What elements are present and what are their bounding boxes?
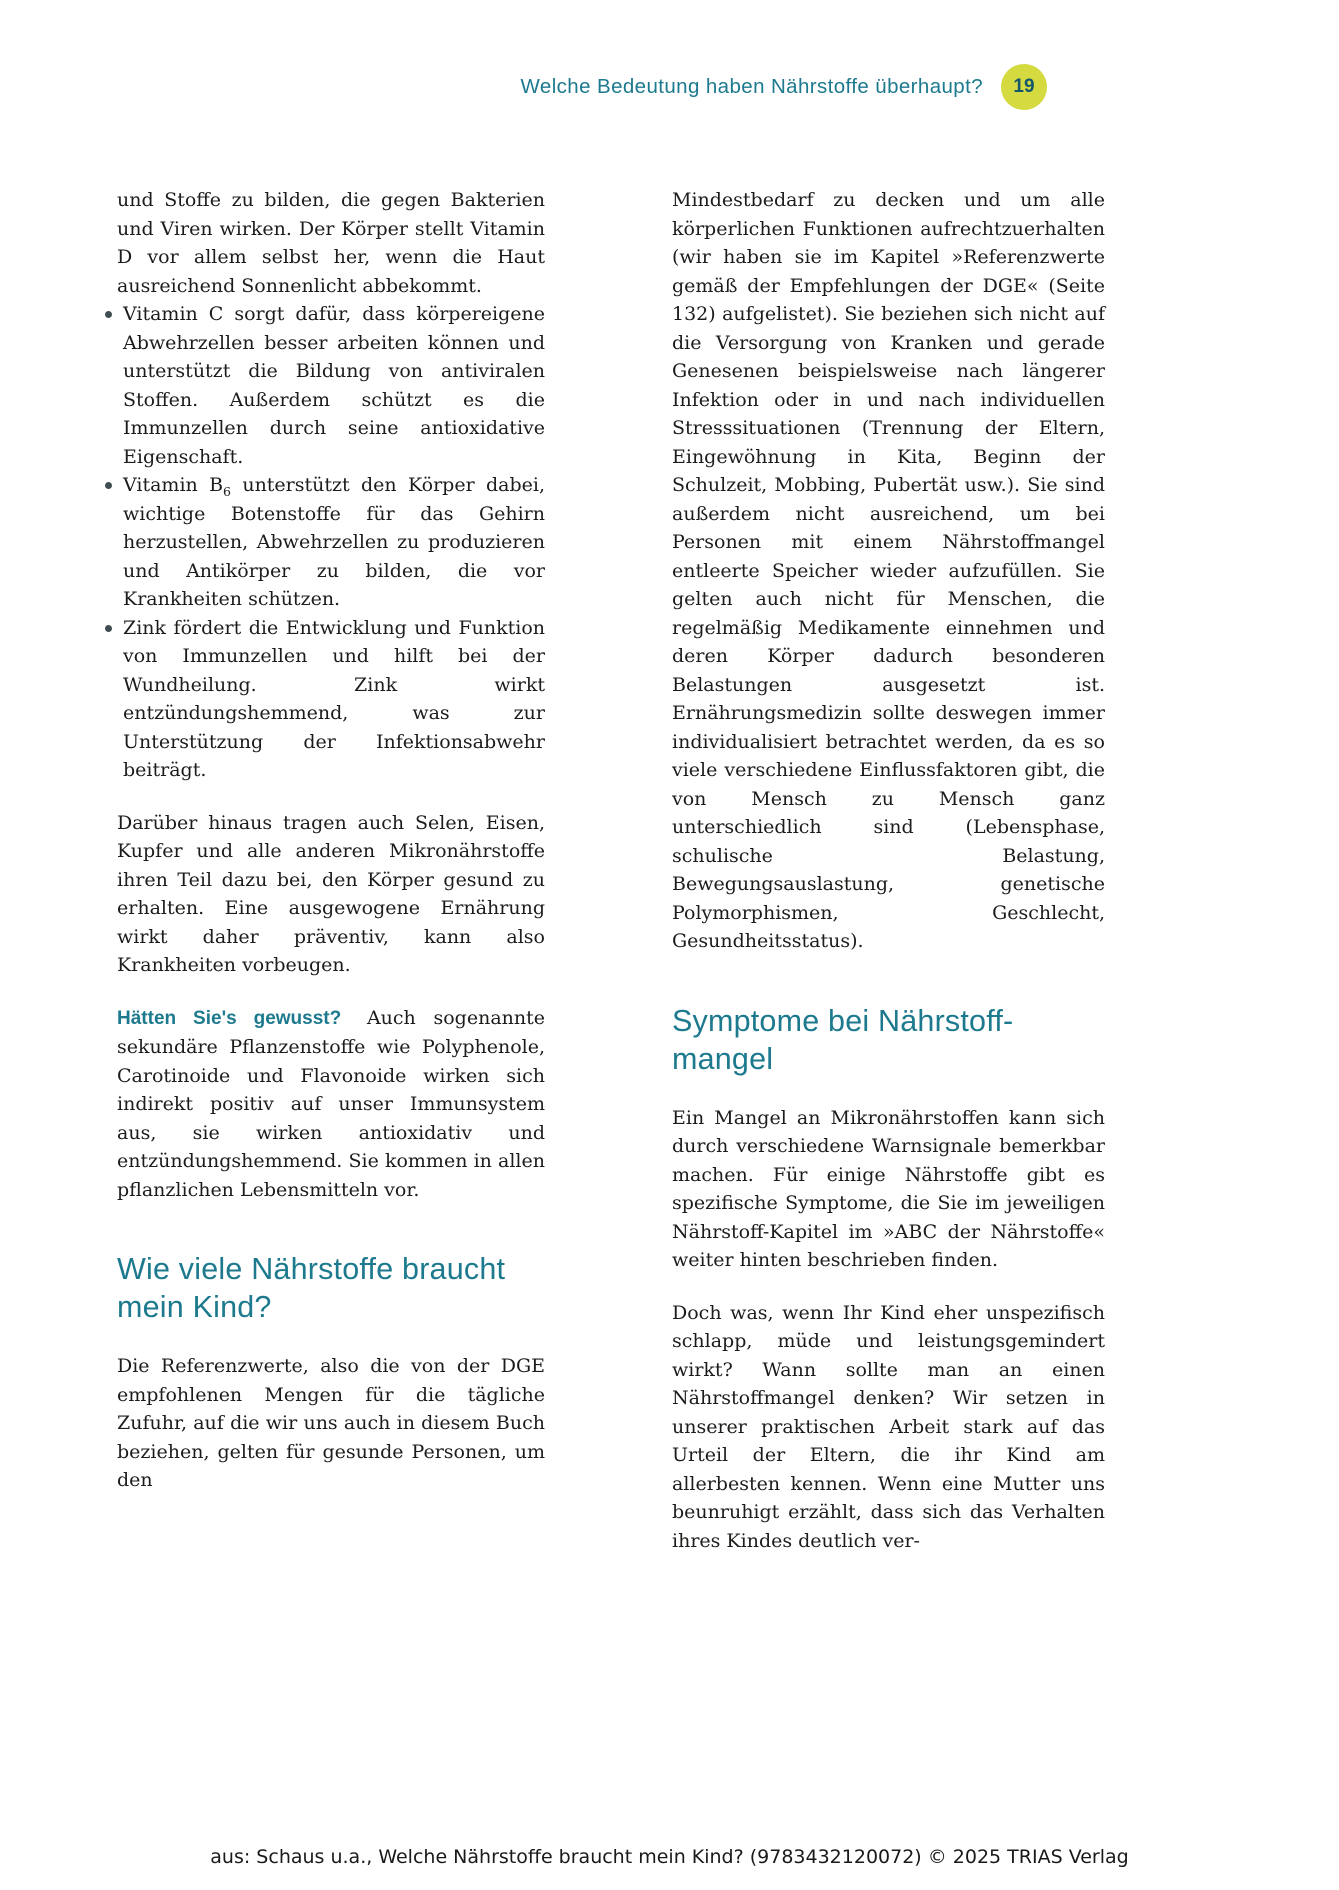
right-column bbox=[672, 186, 1105, 1555]
heading-line-1: Symptome bei Nährstoff- bbox=[672, 1003, 1014, 1038]
bullet-text: Zink fördert die Entwicklung und Funktion von Immunzellen und hilft bei der Wundheilung. Zink wirkt entzündungshemmend, was zur Unterstützung der Infektionsabwehr beiträgt. bbox=[123, 616, 545, 781]
vitamin-b6-subscript: 6 bbox=[223, 483, 231, 499]
section-heading-deficiency-symptoms bbox=[672, 1002, 1105, 1078]
page-content bbox=[117, 186, 1105, 1555]
paragraph-deficiency-signals: Ein Mangel an Mikronährstoffen kann sich durch verschiedene Warnsignale bemerkbar machen. Für einige Nährstoffe gibt es spezifische Symptome, die Sie im jeweiligen Nährstoff-Kapitel im »ABC der Nährstoffe« weiter hinten beschrieben finden. bbox=[672, 1106, 1105, 1271]
paragraph-minimum-requirements: Mindestbedarf zu decken und um alle körperlichen Funktionen aufrechtzuerhalten (wir haben sie im Kapitel »Referenzwerte gemäß der Empfehlungen der DGE« (Seite 132) aufgelistet). Sie beziehen sich nicht auf die Versorgung von Kranken und gerade Genesenen beispielsweise nach längerer Infektion oder in und nach individuellen Stresssituationen (Trennung der Eltern, Eingewöhnung in Kita, Beginn der Schulzeit, Mobbing, Pubertät usw.). Sie sind außerdem nicht ausreichend, um bei Personen mit einem Nährstoffmangel entleerte Speicher wieder aufzufüllen. Sie gelten auch nicht für Menschen, die regelmäßig Medikamente einnehmen und deren Körper dadurch besonderen Belastungen ausgesetzt ist. Ernährungsmedizin sollte deswegen immer individualisiert betrachtet werden, da es so viele verschiedene Einflussfaktoren gibt, die von Mensch zu Mensch ganz unterschiedlich sind (Lebensphase, schulische Belastung, Bewegungsauslastung, genetische Polymorphismen, Geschlecht, Gesundheitsstatus). bbox=[672, 189, 1105, 952]
left-column bbox=[117, 186, 545, 1495]
paragraph-unspecific-symptoms: Doch was, wenn Ihr Kind eher unspezifisch schlapp, müde und leistungsgemindert wirkt? Wann sollte man an einen Nährstoffmangel denken? Wir setzen in unserer praktischen Arbeit stark auf das Urteil der Eltern, die ihr Kind am allerbesten kennen. Wenn eine Mutter uns beunruhigt erzählt, dass sich das Verhalten ihres Kindes deutlich ver- bbox=[672, 1301, 1105, 1552]
paragraph-continuation: und Stoffe zu bilden, die gegen Bakterien und Viren wirken. Der Körper stellt Vitamin D vor allem selbst her, wenn die Haut ausreichend Sonnenlicht abbekommt. bbox=[117, 189, 545, 297]
page-footer bbox=[0, 1846, 1339, 1868]
bullet-item-vitamin-c bbox=[123, 300, 545, 471]
section-heading-how-many-nutrients: Wie viele Nährstoffe braucht mein Kind? bbox=[117, 1252, 506, 1324]
bullet-text-before-sub: Vitamin B bbox=[123, 474, 224, 496]
did-you-know-lead: Hätten Sie's gewusst? bbox=[117, 1007, 342, 1029]
page-number: 19 bbox=[1013, 76, 1035, 97]
did-you-know-paragraph bbox=[117, 1004, 545, 1205]
heading-line-2: mangel bbox=[672, 1041, 774, 1076]
paragraph-micronutrients: Darüber hinaus tragen auch Selen, Eisen, Kupfer und alle anderen Mikronährstoffe ihren Teil dazu bei, den Körper gesund zu erhalten. Eine ausgewogene Ernährung wirkt daher präventiv, kann also Krankheiten vorbeugen. bbox=[117, 811, 545, 976]
nutrient-bullet-list bbox=[117, 300, 545, 785]
bullet-item-zink bbox=[123, 614, 545, 785]
bullet-item-vitamin-b6 bbox=[123, 471, 545, 614]
bullet-text: Vitamin C sorgt dafür, dass körpereigene Abwehrzellen besser arbeiten können und unterstützt die Bildung von antiviralen Stoffen. Außerdem schützt es die Immunzellen durch seine antioxidative Eigenschaft. bbox=[123, 303, 545, 468]
did-you-know-text: Auch sogenannte sekundäre Pflanzenstoffe wie Polyphenole, Carotinoide und Flavonoide wirken sich indirekt positiv auf unser Immunsystem aus, sie wirken antioxidativ und entzündungshemmend. Sie kommen in allen pflanzlichen Lebensmitteln vor. bbox=[117, 1006, 546, 1201]
bullet-text-after-sub: unterstützt den Körper dabei, wichtige Botenstoffe für das Gehirn herzustellen, Abwehrzellen zu produzieren und Antikörper zu bilden, die vor Krankheiten schützen. bbox=[123, 474, 545, 610]
credit-line: aus: Schaus u.a., Welche Nährstoffe braucht mein Kind? (9783432120072) © 2025 TRIAS Verlag bbox=[210, 1846, 1129, 1868]
page-header bbox=[117, 64, 1047, 110]
paragraph-reference-values: Die Referenzwerte, also die von der DGE empfohlenen Mengen für die tägliche Zufuhr, auf die wir uns auch in diesem Buch beziehen, gelten für gesunde Personen, um den bbox=[117, 1355, 545, 1491]
page-number-badge bbox=[1001, 64, 1047, 110]
running-head-title: Welche Bedeutung haben Nährstoffe überhaupt? bbox=[520, 75, 983, 98]
